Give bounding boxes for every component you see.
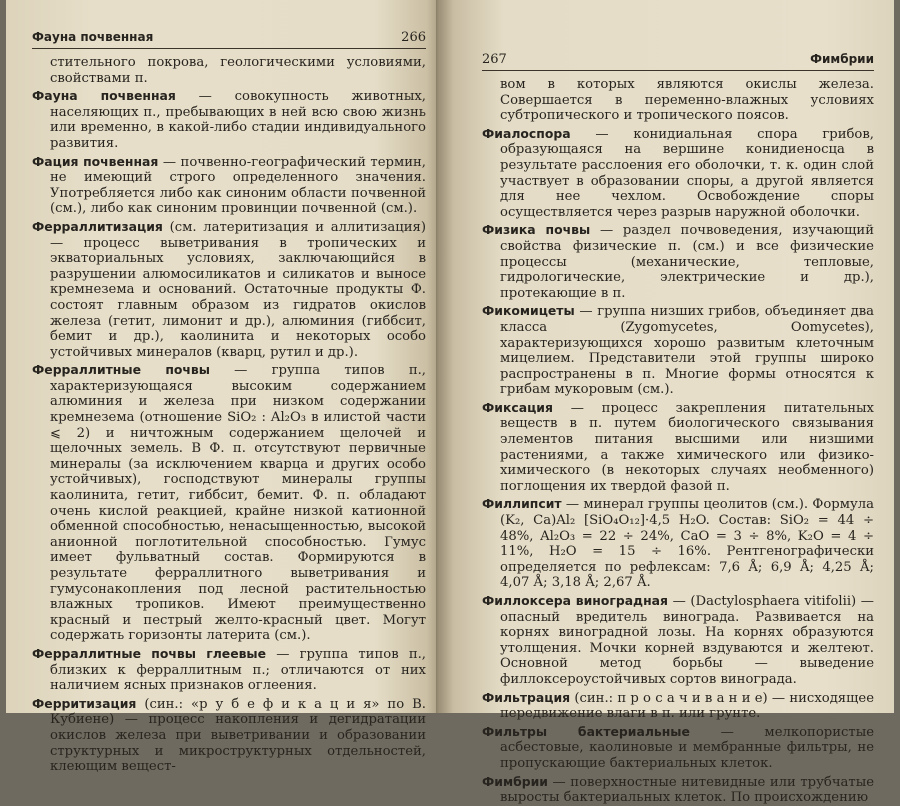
entry-term: Фиалоспора [482,125,571,141]
entry-definition: — группа типов п., характеризующаяся высоким содержанием алюминия и железа при низком содержании кремнезема (отношение SiO₂ : Al₂O₃ в илистой части ⩽ 2) и ничтожным содержанием щелочей и щелочных земель. В Ф. п. отсутствуют первичные минералы (за исключением кварца и других особо устойчивых), господствуют минералы группы каолинита, гетит, гиббсит, бемит. Ф. п. обладают очень кислой реакцией, крайне низкой катионной обменной способностью, ненасыщенностью, высокой анионной поглотительной способностью. Гумус имеет фульватный состав. Формируются в результате ферраллитного выветривания и гумусонакопления под лесной растительностью влажных тропиков. Имеют преимущественно красный и пестрый желто-красный цвет. Могут содержать горизонты латерита (см.). [50,363,426,644]
entry-term: Филлипсит [482,496,562,512]
entry-term: Фация почвенная [32,153,159,169]
dictionary-entry [482,496,874,591]
dictionary-entry [482,724,874,772]
left-running-head [32,30,426,49]
continuation-text: вом в которых являются окислы железа. Совершается в переменно-влажных условиях субтропического и тропического поясов. [500,77,874,124]
entry-term: Физика почвы [482,222,591,238]
dictionary-entry [32,88,426,151]
right-header-title: Фимбрии [810,52,874,66]
dictionary-entry [32,646,426,694]
right-page-text [482,77,874,806]
entry-definition: — группа типов п., близких к ферраллитным п.; отличаются от них наличием ясных признаков оглеения. [50,646,426,694]
entry-term: Фильтрация [482,689,571,705]
entry-definition: — почвенно-географический термин, не имеющий строго определенного значения. Употребляется либо как синоним области почвенной (см.), либо как синоним провинции почвенной (см.). [50,154,426,217]
right-page [440,0,894,806]
dictionary-entry [482,593,874,688]
left-page-text [32,55,426,775]
entry-definition: (син.: «р у б е ф и к а ц и я» по В. Кубиене) — процесс накопления и дегидратации окислов железа при выветривании и образовании структурных и микроструктурных отдельностей, клеющим вещест- [50,696,426,775]
dictionary-entry [482,303,874,398]
left-page-number: 266 [401,30,426,45]
entry-definition: — (Dactylosphaera vitifolii) — опасный вредитель винограда. Развивается на корнях виноградной лозы. На корнях образуются утолщения. Мочки корней вздуваются и желтеют. Основной метод борьбы — выведение филлоксероустойчивых сортов винограда. [500,594,874,687]
dictionary-entry [482,774,874,806]
entry-definition: — мелкопористые асбестовые, каолиновые и мембранные фильтры, не пропускающие бактериальных клеток. [500,724,874,771]
entry-definition: — минерал группы цеолитов (см.). Формула (K₂, Ca)Al₂ [SiO₄O₁₂]·4,5 H₂O. Состав: SiO₂ = 44 ÷ 48%, Al₂O₃ = 22 ÷ 24%, CaO = 3 ÷ 8%, K₂O = 4 ÷ 11%, H₂O = 15 ÷ 16%. Рентгенографически определяется по рефлексам: 7,6 Å; 6,9 Å; 4,25 Å; 4,07 Å; 3,18 Å; 2,67 Å. [500,497,874,591]
dictionary-entry [482,690,874,722]
entry-term: Фиксация [482,399,553,415]
dictionary-entry [482,400,874,495]
entry-definition: — конидиальная спора грибов, образующаяся на вершине конидиеносца в результате расслоения его оболочки, т. к. один слой участвует в образовании споры, а другой является для нее чехлом. Освобождение споры осуществляется через разрыв наружной оболочки. [500,126,874,220]
left-page [6,0,440,775]
dictionary-entry [32,219,426,360]
entry-definition: (син.: п р о с а ч и в а н и е) — нисходящее передвижение влаги в п. или грунте. [500,690,874,722]
entry-term: Фикомицеты [482,303,575,319]
entry-definition: — раздел почвоведения, изучающий свойства физические п. (см.) и все физические процессы (механические, тепловые, гидрологические, электрические и др.), протекающие в п. [500,223,875,301]
dictionary-entry [32,154,426,217]
dictionary-entry [32,362,426,644]
entry-term: Фауна почвенная [32,88,176,104]
entry-definition: — совокупность животных, населяющих п., пребывающих в ней всю свою жизнь или временно, в какой-либо стадии индивидуального развития. [50,89,426,151]
right-page-number: 267 [482,52,507,67]
entry-term: Ферраллитные почвы глеевые [32,645,267,661]
entry-term: Фимбрии [482,773,548,789]
entry-term: Фильтры бактериальные [482,723,690,739]
entry-definition: — процесс закрепления питательных веществ в п. путем биологического связывания элементов питания высшими или низшими растениями, а также химического или физико-химического (в некоторых случаях необменного) поглощения их твердой фазой п. [500,400,874,494]
dictionary-entry [482,222,874,301]
continuation-text: стительного покрова, геологическими условиями, свойствами п. [50,55,426,86]
right-running-head [482,52,874,71]
dictionary-entry [482,126,874,221]
entry-definition: — поверхностные нитевидные или трубчатые выросты бактериальных клеток. По происхождению [500,774,874,806]
entry-definition: (см. латеритизация и аллитизация) — процесс выветривания в тропических и экваториальных условиях, заключающийся в разрушении алюмосиликатов и силикатов и выносе кремнезема и оснований. Остаточные продукты Ф. состоят главным образом из гидратов окислов железа (гетит, лимонит и др.), алюминия (гиббсит, бемит и др.), каолинита и некоторых особо устойчивых минералов (кварц, рутил и др.). [50,219,426,360]
entry-term: Филлоксера виноградная [482,593,668,608]
entry-term: Ферритизация [32,695,137,711]
dictionary-entry [32,696,426,775]
left-header-title: Фауна почвенная [32,30,154,44]
entry-term: Ферраллитные почвы [32,362,210,378]
entry-term: Ферраллитизация [32,218,163,234]
entry-definition: — группа низших грибов, объединяет два класса (Zygomycetes, Oomycetes), характеризующихся хорошо развитым клеточным мицелием. Представители этой группы широко распространены в п. Многие формы относятся к грибам мукоровым (см.). [500,304,874,398]
